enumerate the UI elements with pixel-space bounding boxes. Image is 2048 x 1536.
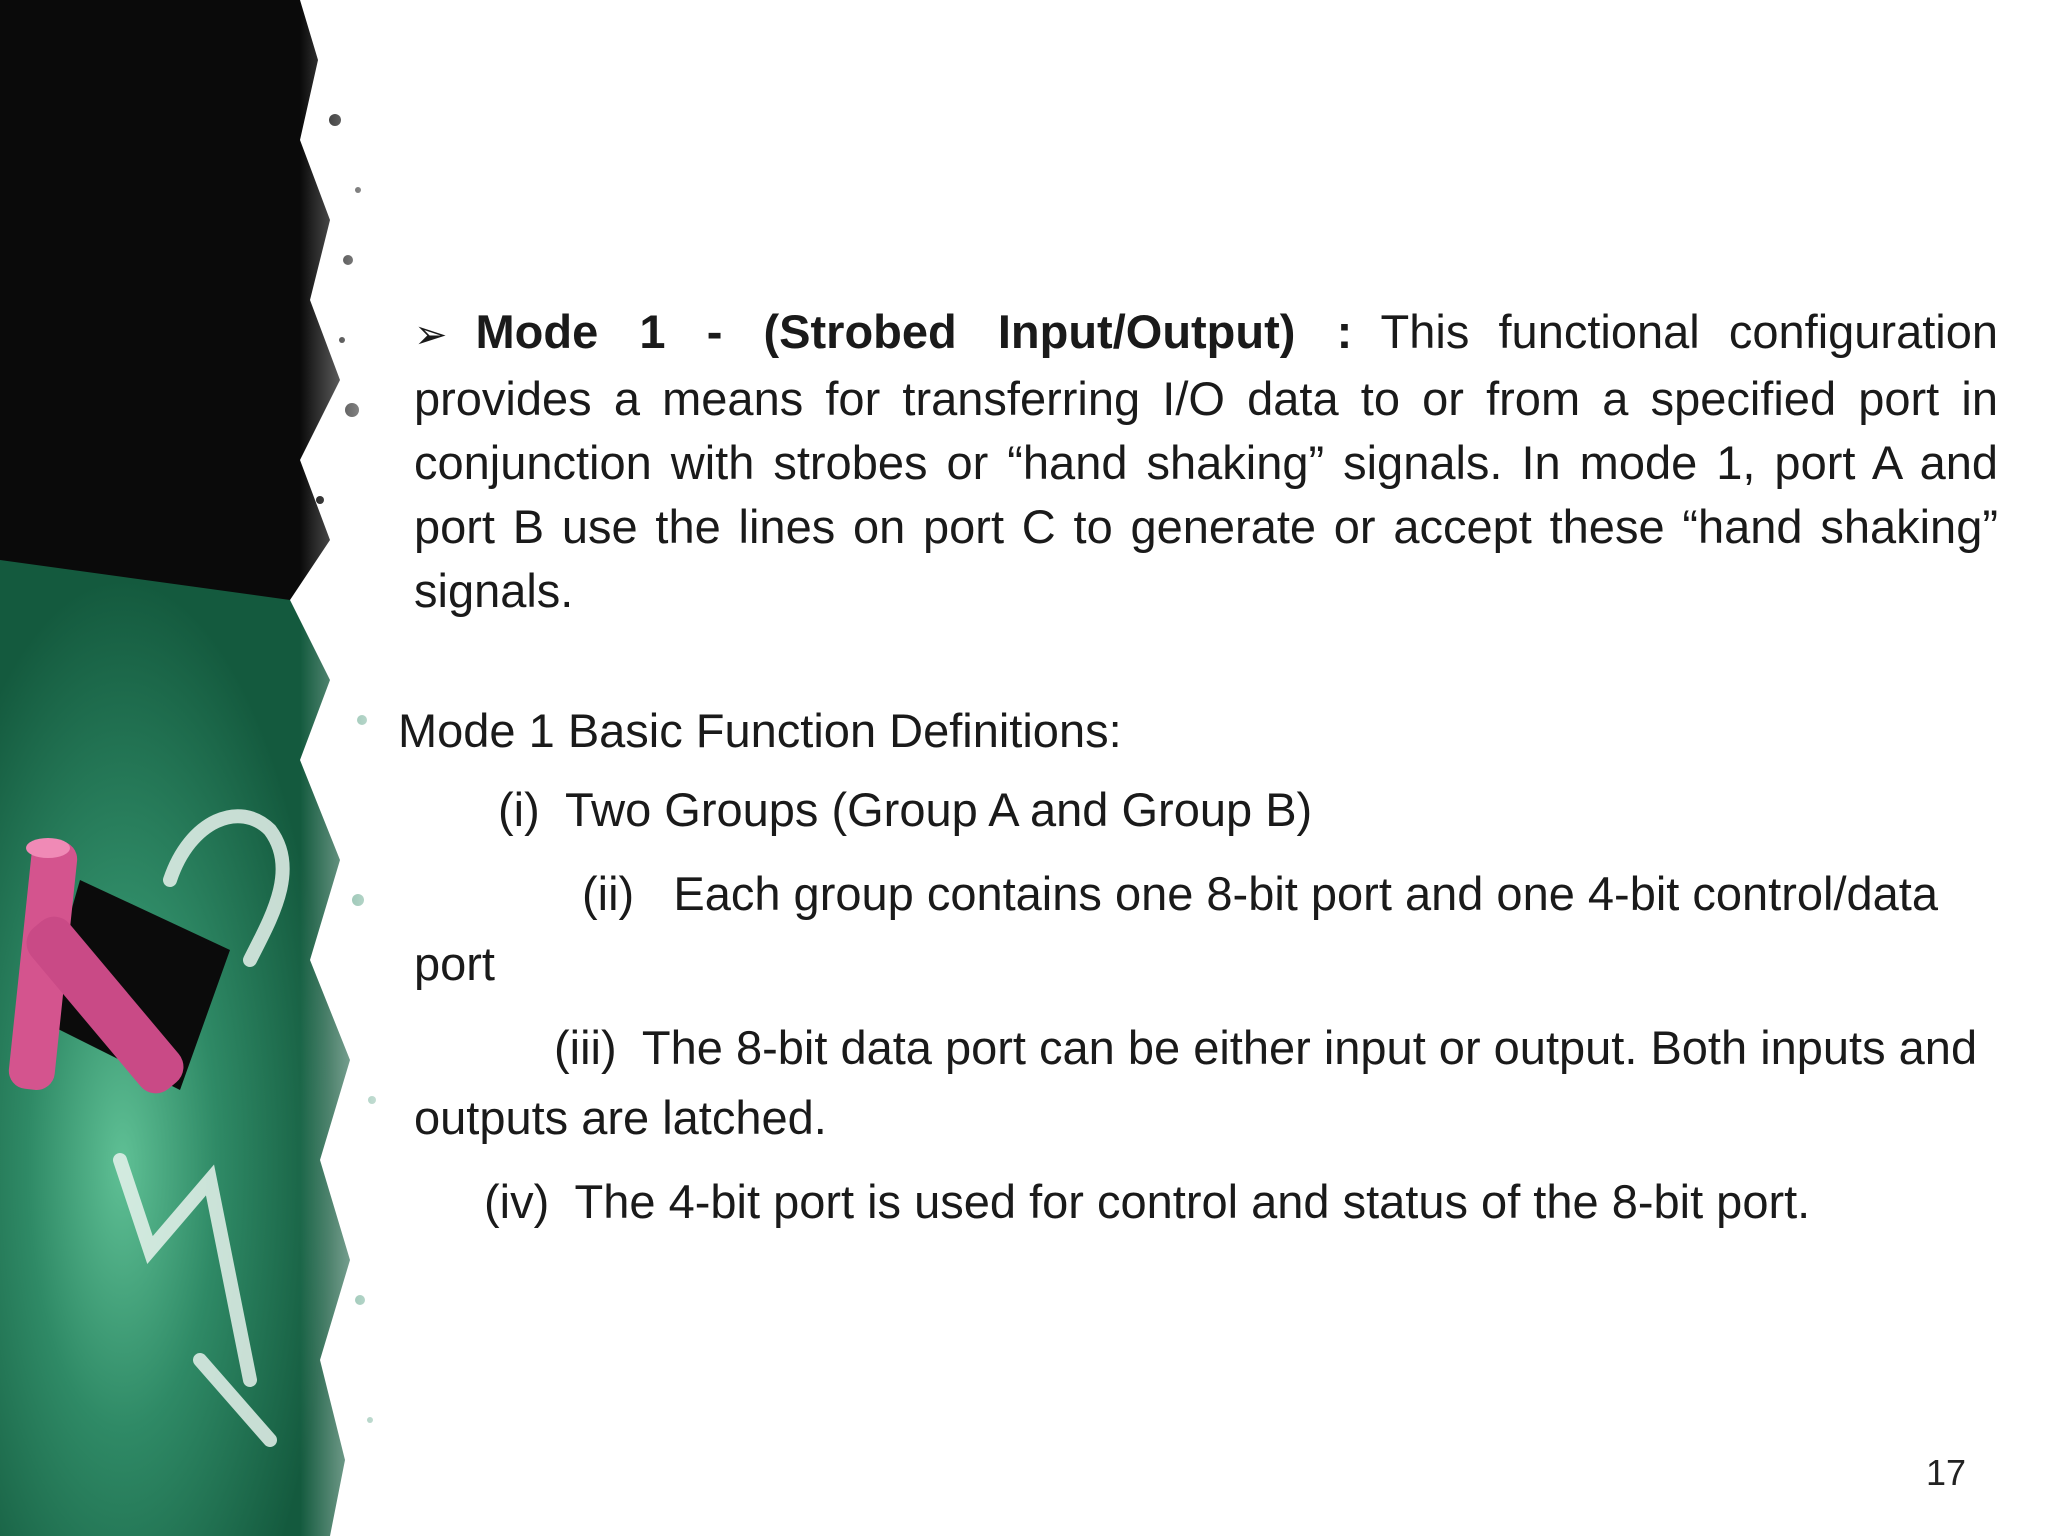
definitions-title: Mode 1 Basic Function Definitions: bbox=[398, 704, 1122, 757]
definition-item bbox=[414, 775, 1998, 845]
definition-text: Two Groups (Group A and Group B) bbox=[565, 783, 1313, 836]
definition-marker: (i) bbox=[498, 783, 540, 836]
definition-marker: (iii) bbox=[554, 1021, 617, 1074]
arrow-bullet-icon: ➢ bbox=[414, 313, 448, 357]
definition-text: Each group contains one 8-bit port and one 4-bit control/data port bbox=[414, 867, 1938, 990]
definition-marker: (iv) bbox=[484, 1175, 550, 1228]
mode1-description: This functional configuration provides a means for transferring I/O data to or from a specified port in conjunction with strobes or “hand shaking” signals. In mode 1, port A and port B use the lines on port C to generate or accept these “hand shaking” signals. bbox=[414, 305, 1998, 617]
chalkboard-decoration bbox=[0, 0, 420, 1536]
definition-item bbox=[414, 859, 1998, 999]
definition-text: The 4-bit port is used for control and status of the 8-bit port. bbox=[574, 1175, 1811, 1228]
mode1-bullet-paragraph bbox=[398, 300, 1998, 623]
definition-item bbox=[414, 1167, 1998, 1237]
definition-text: The 8-bit data port can be either input or output. Both inputs and outputs are latched. bbox=[414, 1021, 1978, 1144]
slide-content bbox=[398, 300, 1998, 1237]
definition-item bbox=[414, 1013, 1998, 1153]
mode1-heading: Mode 1 - (Strobed Input/Output) : bbox=[475, 305, 1353, 358]
page-number: 17 bbox=[1925, 1452, 1966, 1493]
definition-marker: (ii) bbox=[582, 867, 635, 920]
